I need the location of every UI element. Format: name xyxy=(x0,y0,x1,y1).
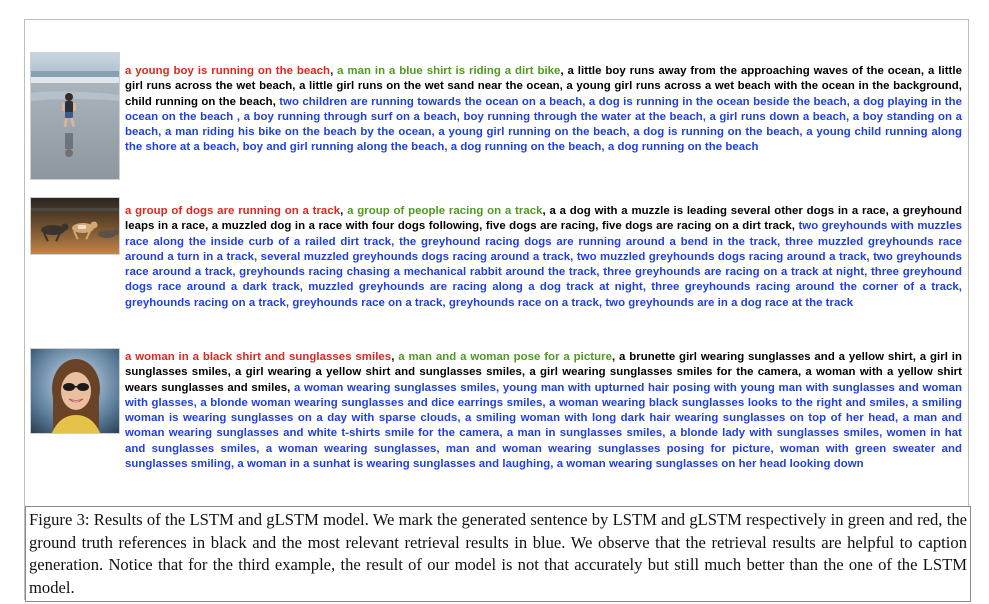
lstm-caption: a group of dogs are running on a track xyxy=(125,205,341,217)
separator: , xyxy=(791,220,799,233)
example-1-captions xyxy=(125,64,962,156)
retrieved-captions: two children are running towards the ocean on a beach, a dog is running in the ocean beside the beach, a dog playing in the ocean on the beach , a boy running through surf on a beach, boy running through the water at the beach, a girl runs down a beach, a boy standing on a beach, a man riding his bike on the beach by the ocean, a young girl running on the beach, a dog is running on the beach, a young child running along the shore at a beach, boy and girl running along the beach, a dog running on the beach, a dog running on the beach xyxy=(125,95,962,154)
separator: , xyxy=(272,95,280,108)
separator: , xyxy=(391,351,399,363)
glstm-caption: a group of people racing on a track xyxy=(347,205,543,217)
example-3-captions xyxy=(125,350,962,472)
example-2-captions xyxy=(125,204,962,311)
figure-caption: Figure 3: Results of the LSTM and gLSTM model. We mark the generated sentence by LSTM and gLSTM respectively in green and red, the ground truth references in black and the most relevant retrieval results in blue. We observe that the retrieval results are helpful to caption generation. Notice that for the third example, the result of our model is not that accurately but still much better than the one of the LSTM model. xyxy=(25,506,971,602)
lstm-caption: a young boy is running on the beach xyxy=(125,65,331,77)
greyhound-race-image xyxy=(30,197,120,255)
separator: , xyxy=(611,351,620,363)
reference-captions: a brunette girl wearing sunglasses and a yellow shirt, a girl in sunglasses smiles, a girl wearing a yellow shirt and sunglasses smiles, a girl wearing sunglasses smiles for the camera, a woman with a yellow shirt wears sunglasses and smiles xyxy=(125,351,963,394)
reference-captions: a a dog with a muzzle is leading several other dogs in a race, a greyhound leaps in a race, a muzzled dog in a race with four dogs following, five dogs are racing, five dogs are racing on a dirt track xyxy=(125,205,963,233)
woman-sunglasses-image xyxy=(30,348,120,434)
glstm-caption: a man in a blue shirt is riding a dirt bike xyxy=(337,65,561,77)
separator: , xyxy=(330,65,338,77)
retrieved-captions: two greyhounds with muzzles race along the inside curb of a railed dirt track, the greyhound racing dogs are running around a bend in the track, three muzzled greyhounds race around a turn in a track, several muzzled greyhounds dogs racing around a track, two muzzled greyhounds dogs racing around a track, two greyhounds race around a track, greyhounds racing chasing a mechanical rabbit around the track, three greyhounds are racing on a track at night, three greyhound dogs race around a dark track, muzzled greyhounds are racing along a dog track at night, three greyhounds racing around the corner of a track, greyhounds racing on a track, greyhounds race on a track, greyhounds race on a track, two greyhounds are in a dog race at the track xyxy=(125,220,962,309)
separator: , xyxy=(287,381,294,394)
retrieved-captions: a woman wearing sunglasses smiles, young man with upturned hair posing with young man with sunglasses and woman with glasses, a blonde woman wearing sunglasses and dice earrings smiles, a woman wearing black sunglasses looks to the right and smiles, a smiling woman is wearing sunglasses on a day with sparse clouds, a smiling woman with long dark hair wearing sunglasses on top of her head, a man and woman wearing sunglasses and white t-shirts smile for the camera, a man in sunglasses smiles, a blonde lady with sunglasses smiles, women in hat and sunglasses smiles, a woman wearing sunglasses, man and woman wearing sunglasses posing for picture, woman with green sweater and sunglasses smiling, a woman in a sunhat is wearing sunglasses and laughing, a woman wearing sunglasses on her head looking down xyxy=(125,381,962,470)
beach-boy-image xyxy=(30,52,120,180)
separator: , xyxy=(340,205,348,217)
reference-captions: a little boy runs away from the approaching waves of the ocean, a little girl runs across the wet beach, a little girl runs on the wet sand near the ocean, a young girl runs across a wet beach with the ocean in the background, child running on the beach xyxy=(125,65,962,108)
glstm-caption: a man and a woman pose for a picture xyxy=(398,351,612,363)
lstm-caption: a woman in a black shirt and sunglasses smiles xyxy=(125,351,392,363)
separator: , xyxy=(542,205,550,217)
separator: , xyxy=(560,65,568,77)
